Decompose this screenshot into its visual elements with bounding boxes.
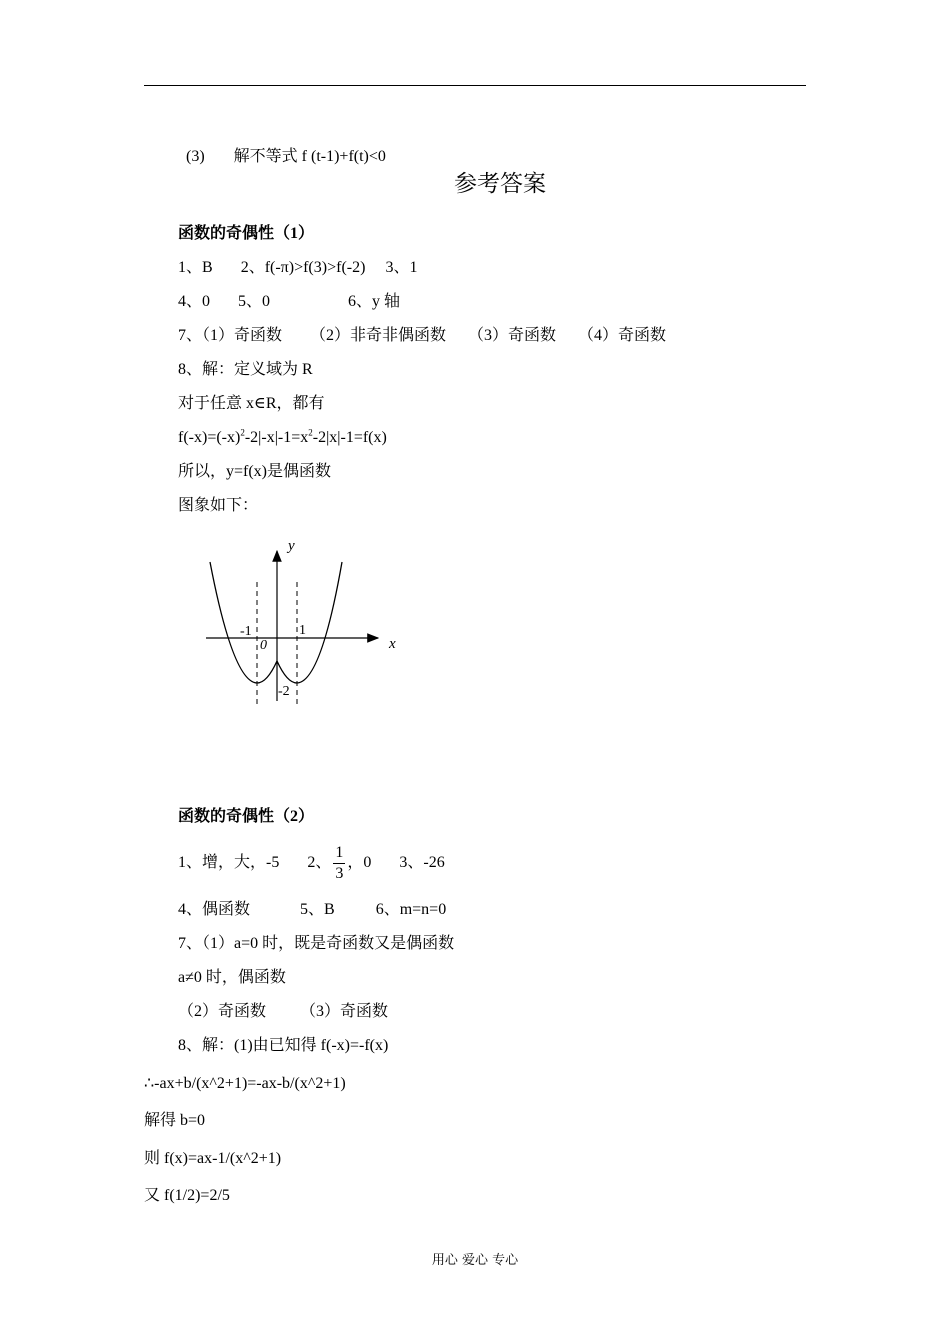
s2-answer-7-2: （2）奇函数: [178, 1003, 267, 1020]
superscript-2: 2: [240, 427, 245, 438]
s2-answer-3: 3、-26: [399, 854, 445, 871]
s2-answers-row-2: [178, 900, 446, 920]
header-rule: [144, 85, 806, 86]
answer-4: 4、0: [178, 293, 211, 310]
problem-text: 解不等式 f (t-1)+f(t)<0: [233, 148, 386, 165]
pos1-label: 1: [299, 623, 306, 638]
s2-answer-2-rest: ，0: [347, 854, 372, 871]
function-graph: [200, 535, 420, 710]
answer-6: 6、y 轴: [348, 293, 401, 310]
s2-q8-line-2: ∴-ax+b/(x^2+1)=-ax-b/(x^2+1): [144, 1075, 346, 1092]
answer-1: 1、B: [178, 259, 213, 276]
s2-answer-6: 6、m=n=0: [375, 901, 447, 918]
s2-answer-7-3: （3）奇函数: [300, 1003, 389, 1020]
neg1-label: -1: [240, 624, 252, 639]
neg2-label: -2: [278, 684, 290, 699]
function-curve: [210, 562, 342, 683]
page-title: 参考答案: [454, 171, 546, 197]
fraction-denominator: 3: [335, 864, 344, 882]
q8-line-1: 8、解：定义域为 R: [178, 361, 313, 378]
s2-q8-line-3: 解得 b=0: [144, 1112, 206, 1129]
fraction-numerator: 1: [333, 843, 345, 864]
q8-line-3: [178, 428, 387, 448]
s2-answer-2-label: 2、: [307, 854, 332, 871]
formula-part-c: -2|x|-1=f(x): [312, 429, 387, 446]
problem-number: (3): [186, 148, 205, 165]
q8-line-2: 对于任意 x∈R，都有: [178, 395, 325, 412]
answer-2: 2、f(-π)>f(3)>f(-2): [240, 259, 366, 276]
s2-answers-row-1: [178, 840, 445, 886]
q8-line-4: 所以，y=f(x)是偶函数: [178, 463, 332, 480]
origin-label: 0: [260, 638, 267, 653]
s2-q8-line-1: 8、解：(1)由已知得 f(-x)=-f(x): [178, 1037, 389, 1054]
problem-3-line: [178, 127, 386, 167]
section1-heading: 函数的奇偶性（1）: [178, 225, 315, 242]
answer-7-3: （3）奇函数: [468, 327, 557, 344]
answers-row-1: [178, 258, 417, 278]
section2-heading: 函数的奇偶性（2）: [178, 808, 315, 825]
s2-q7-line-1: 7、（1）a=0 时，既是奇函数又是偶函数: [178, 935, 455, 952]
formula-part-b: -2|-x|-1=x: [244, 429, 309, 446]
answer-5: 5、0: [238, 293, 271, 310]
s2-q7-line-2: a≠0 时，偶函数: [178, 969, 286, 986]
answer-7-2: （2）非奇非偶函数: [310, 327, 447, 344]
x-axis-label: x: [389, 636, 396, 652]
s2-q8-line-4: 则 f(x)=ax-1/(x^2+1): [144, 1150, 282, 1167]
y-axis-label: y: [288, 538, 295, 554]
answer-3: 3、1: [385, 259, 418, 276]
formula-part-a: f(-x)=(-x): [178, 429, 241, 446]
s2-answer-4: 4、偶函数: [178, 901, 251, 918]
s2-answer-1: 1、增，大，-5: [178, 854, 280, 871]
q8-line-5: 图象如下：: [178, 497, 259, 514]
s2-q7-line-3: [178, 1002, 388, 1022]
answer-7-4: （4）奇函数: [578, 327, 667, 344]
superscript-2: 2: [308, 427, 313, 438]
s2-answer-5: 5、B: [300, 901, 335, 918]
answers-row-2: [178, 292, 400, 312]
answers-row-3: [178, 326, 666, 346]
s2-q8-line-5: 又 f(1/2)=2/5: [144, 1187, 230, 1204]
answer-7-1: 7、（1）奇函数: [178, 327, 283, 344]
fraction-one-third: [333, 843, 345, 884]
page-footer: 用心 爱心 专心: [431, 1253, 519, 1268]
